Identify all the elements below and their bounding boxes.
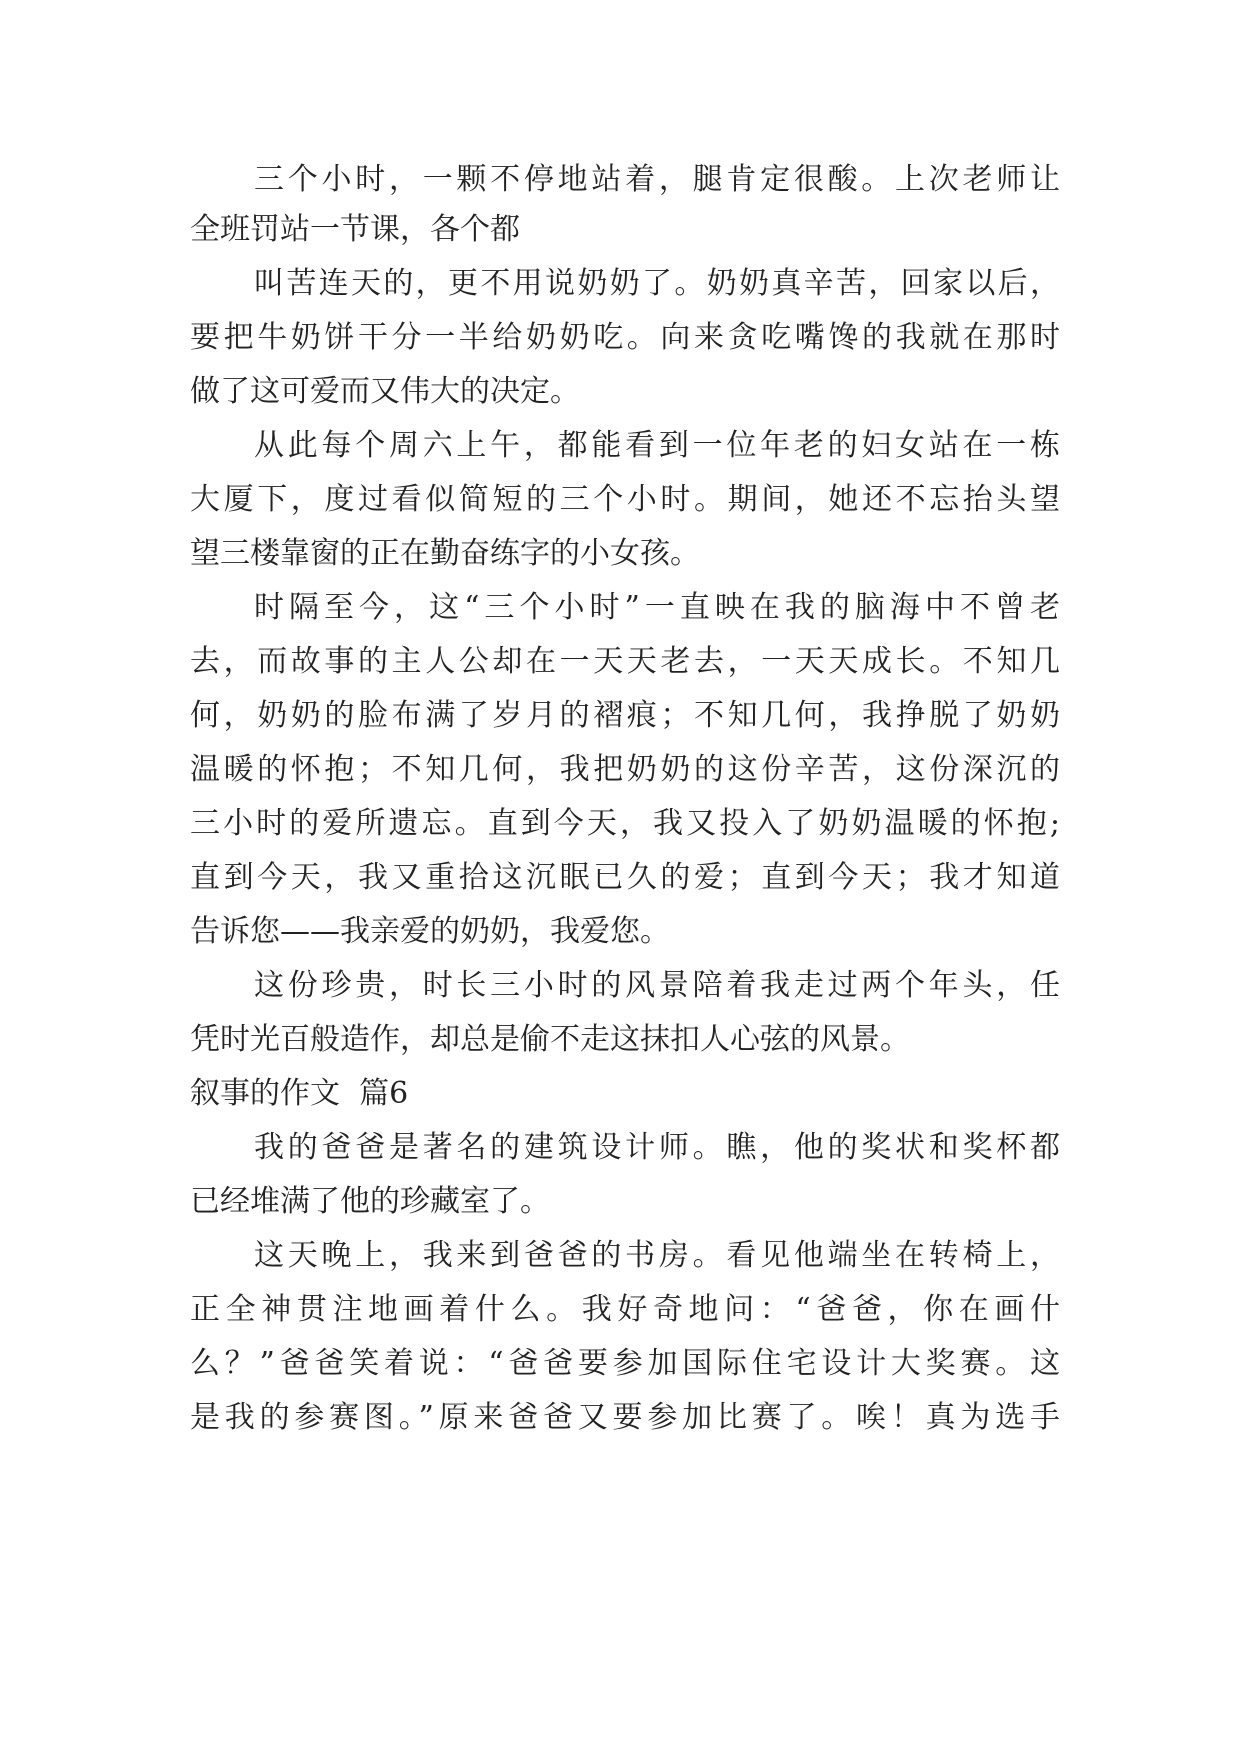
- section-heading: 叙事的作文 篇6: [190, 1076, 409, 1111]
- text-line: 望三楼靠窗的正在勤奋练字的小女孩。: [190, 536, 700, 571]
- text-line: 温暖的怀抱；不知几何，我把奶奶的这份辛苦，这份深沉的: [190, 752, 1060, 787]
- text-line: 三个小时，一颗不停地站着，腿肯定很酸。上次老师让: [254, 162, 1060, 197]
- text-line: 么？”爸爸笑着说：“爸爸要参加国际住宅设计大奖赛。这: [190, 1346, 1060, 1381]
- text-line: 正全神贯注地画着什么。我好奇地问：“爸爸，你在画什: [190, 1292, 1060, 1327]
- text-line: 这天晚上，我来到爸爸的书房。看见他端坐在转椅上，: [254, 1238, 1060, 1273]
- text-line: 做了这可爱而又伟大的决定。: [190, 374, 580, 409]
- text-line: 要把牛奶饼干分一半给奶奶吃。向来贪吃嘴馋的我就在那时: [190, 320, 1060, 355]
- text-line: 从此每个周六上午，都能看到一位年老的妇女站在一栋: [254, 428, 1060, 463]
- text-line: 叫苦连天的，更不用说奶奶了。奶奶真辛苦，回家以后，: [254, 266, 1060, 301]
- text-line: 我的爸爸是著名的建筑设计师。瞧，他的奖状和奖杯都: [254, 1130, 1060, 1165]
- text-line: 时隔至今，这“三个小时”一直映在我的脑海中不曾老: [254, 590, 1060, 625]
- text-line: 三小时的爱所遗忘。直到今天，我又投入了奶奶温暖的怀抱;: [190, 806, 1060, 841]
- text-line: 这份珍贵，时长三小时的风景陪着我走过两个年头，任: [254, 968, 1060, 1003]
- text-line: 已经堆满了他的珍藏室了。: [190, 1184, 550, 1219]
- text-line: 凭时光百般造作，却总是偷不走这抹扣人心弦的风景。: [190, 1022, 910, 1057]
- text-line: 何，奶奶的脸布满了岁月的褶痕；不知几何，我挣脱了奶奶: [190, 698, 1060, 733]
- text-line: 是我的参赛图。”原来爸爸又要参加比赛了。唉！真为选手: [190, 1400, 1060, 1435]
- text-line: 直到今天，我又重拾这沉眠已久的爱；直到今天；我才知道: [190, 860, 1060, 895]
- text-line: 全班罚站一节课，各个都: [190, 212, 520, 247]
- text-line: 大厦下，度过看似简短的三个小时。期间，她还不忘抬头望: [190, 482, 1060, 517]
- text-line: 去，而故事的主人公却在一天天老去，一天天成长。不知几: [190, 644, 1060, 679]
- text-line: 告诉您——我亲爱的奶奶，我爱您。: [190, 914, 670, 949]
